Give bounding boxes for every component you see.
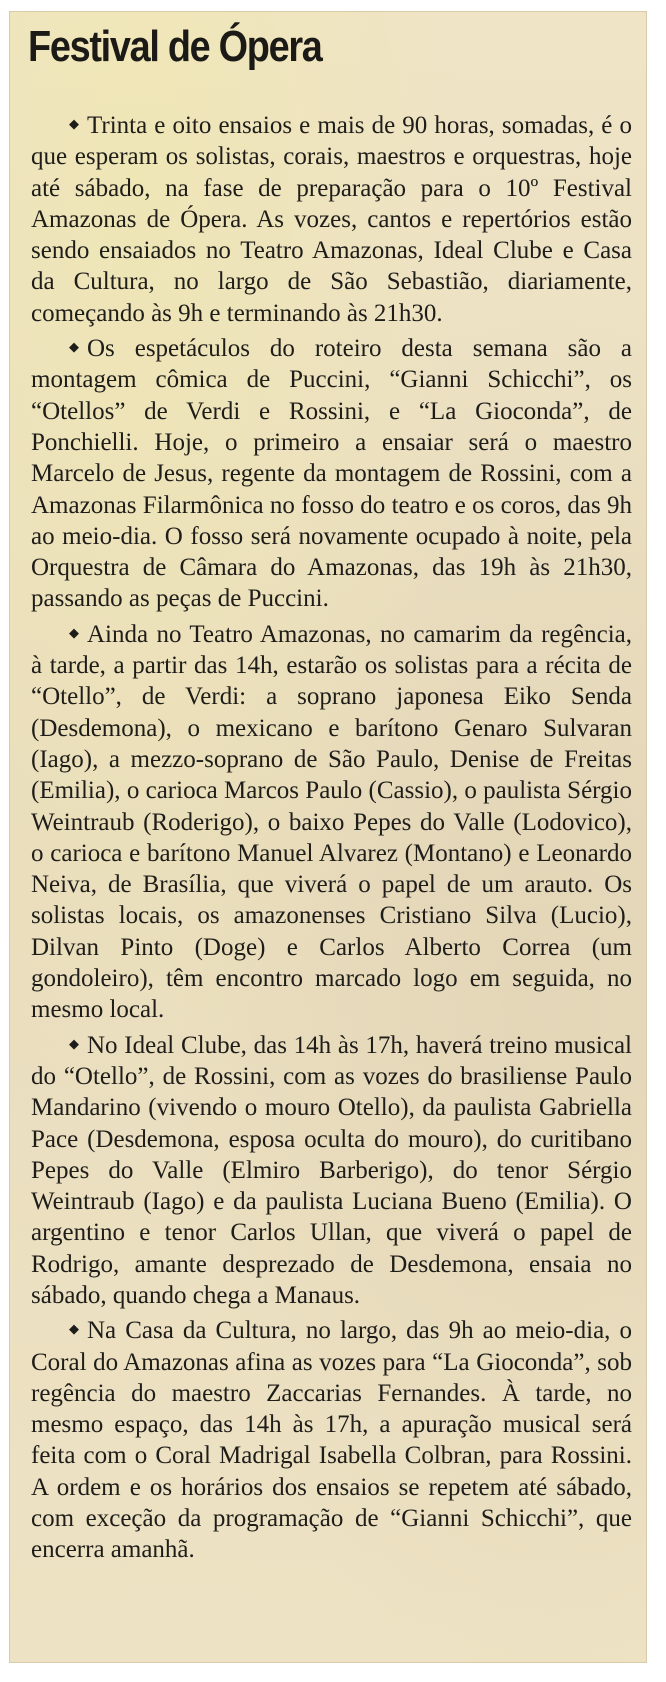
bullet-diamond-icon: ◆ <box>69 1321 79 1337</box>
bullet-diamond-icon: ◆ <box>69 116 79 131</box>
bullet-diamond-icon: ◆ <box>69 339 79 355</box>
bullet-diamond-icon: ◆ <box>69 1035 79 1051</box>
newspaper-clipping <box>10 12 646 1662</box>
paragraph <box>31 617 632 1026</box>
paragraph-text: Ainda no Teatro Amazonas, no camarim da regência, à tarde, a partir das 14h, estarão os solistas para a récita de “Otello”, de Verdi: a soprano japonesa Eiko Senda (Desdemona), o mexicano e barítono Genaro Sulvaran (Iago), a mezzo-soprano de São Paulo, Denise de Freitas (Emilia), o carioca Marcos Paulo (Cassio), o paulista Sérgio Weintraub (Roderigo), o baixo Pepes do Valle (Lodovico), o carioca e barítono Manuel Alvarez (Montano) e Leonardo Neiva, de Brasília, que viverá o papel de um arauto. Os solistas locais, os amazonenses Cristiano Silva (Lucio), Dilvan Pinto (Doge) e Carlos Alberto Correa (um gondoleiro), têm encontro marcado logo em seguida, no mesmo local. <box>31 620 632 1024</box>
paragraph <box>31 331 632 615</box>
paragraph-text: Os espetáculos do roteiro desta semana são a montagem cômica de Puccini, “Gianni Schicchi”, os “Otellos” de Verdi e Rossini, e “La Gioconda”, de Ponchielli. Hoje, o primeiro a ensaiar será o maestro Marcelo de Jesus, regente da montagem de Rossini, com a Amazonas Filarmônica no fosso do teatro e os coros, das 9h ao meio-dia. O fosso será novamente ocupado à noite, pela Orquestra de Câmara do Amazonas, das 19h às 21h30, passando as peças de Puccini. <box>31 335 632 613</box>
paragraph-text: Na Casa da Cultura, no largo, das 9h ao meio-dia, o Coral do Amazonas afina as vozes para “La Gioconda”, sob regência do maestro Zaccarias Fernandes. À tarde, no mesmo espaço, das 14h às 17h, a apuração musical será feita com o Coral Madrigal Isabella Colbran, para Rossini. A ordem e os horários dos ensaios se repetem até sábado, com exceção da programação de “Gianni Schicchi”, que encerra amanhã. <box>31 1317 632 1564</box>
paragraph-text: No Ideal Clube, das 14h às 17h, haverá treino musical do “Otello”, de Rossini, com as vozes do brasiliense Paulo Mandarino (vivendo o mouro Otello), da paulista Gabriella Pace (Desdemona, esposa oculta do mouro), do curitibano Pepes do Valle (Elmiro Barberigo), do tenor Sérgio Weintraub (Iago) e da paulista Luciana Bueno (Emilia). O argentino e tenor Carlos Ullan, que viverá o papel de Rodrigo, amante desprezado de Desdemona, ensaia no sábado, quando chega a Manaus. <box>31 1031 632 1309</box>
paragraph <box>31 108 632 329</box>
article-body <box>31 108 632 1568</box>
article-headline: Festival de Ópera <box>28 22 322 71</box>
paragraph <box>31 1028 632 1312</box>
paragraph <box>31 1313 632 1565</box>
bullet-diamond-icon: ◆ <box>69 624 79 640</box>
paragraph-text: Trinta e oito ensaios e mais de 90 horas, somadas, é o que esperam os solistas, corais, maestros e orquestras, hoje até sábado, na fase de preparação para o 10º Festival Amazonas de Ópera. As vozes, cantos e repertórios estão sendo ensaiados no Teatro Amazonas, Ideal Clube e Casa da Cultura, no largo de São Sebastião, diariamente, começando às 9h e terminando às 21h30. <box>31 112 632 327</box>
